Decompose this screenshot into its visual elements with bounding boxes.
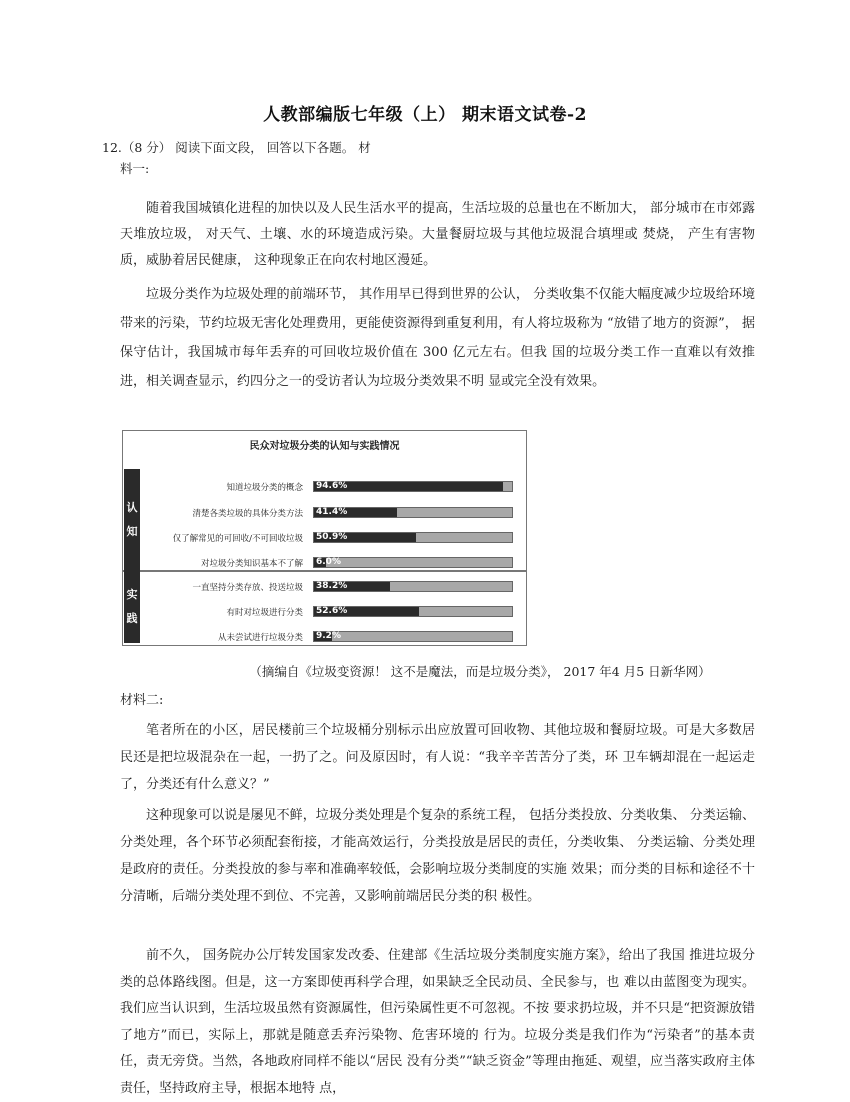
chart-bar-track — [313, 557, 513, 568]
chart-bar-track — [313, 481, 513, 492]
chart-bar-value-label: 9.2% — [316, 631, 341, 641]
chart-group-glyph: 践 — [126, 612, 138, 625]
chart-row-label: 对垃圾分类知识基本不了解 — [200, 559, 303, 569]
chart-row-label: 从未尝试进行垃圾分类 — [217, 633, 303, 643]
material2-paragraph-2: 这种现象可以说是屡见不鲜，垃圾分类处理是个复杂的系统工程， 包括分类投放、分类收集、 分类运输、分类处理，各个环节必须配套衔接，才能高效运行，分类投放是居民的责任，分类收集、 分类运输、分类处理是政府的责任。分类投放的参与率和准确率较低，会影响垃圾分类制度的实施 效果；而分类的目标和途径不十分清晰，后端分类处理不到位、不完善，又影响前端居民分类的积 极性。 — [120, 808, 755, 904]
material2-paragraph-3: 前不久， 国务院办公厅转发国家发改委、住建部《生活垃圾分类制度实施方案》，给出了我国 推进垃圾分类的总体路线图。但是，这一方案即使再科学合理，如果缺乏全民动员、全民参与，也 难以由蓝图变为现实。我们应当认识到，生活垃圾虽然有资源属性，但污染属性更不可忽视。不按 要求扔垃圾，并不只是“把资源放错了地方”而已，实际上，那就是随意丢弃污染物、危害环境的 行为。垃圾分类是我们作为“污染者”的基本责任，责无旁贷。当然，各地政府同样不能以“居民 没有分类”“缺乏资金”等理由拖延、观望，应当落实政府主体责任，坚持政府主导，根据本地特 点， — [120, 948, 755, 1096]
chart-group-glyph: 实 — [126, 588, 138, 601]
chart-bar-value-label: 6.0% — [316, 557, 341, 567]
chart-group-label — [124, 571, 140, 643]
chart-row-label: 知道垃圾分类的概念 — [226, 483, 303, 493]
chart-row-label: 仅了解常见的可回收/不可回收垃圾 — [172, 534, 303, 544]
chart-group-glyph: 知 — [126, 525, 138, 538]
material2-label: 材料二: — [120, 693, 164, 708]
chart-group-label — [124, 469, 140, 571]
chart-bar-track — [313, 507, 513, 518]
question-header-cont: 料一: — [120, 161, 150, 176]
survey-bar-chart — [122, 430, 527, 646]
chart-bar-track — [313, 532, 513, 543]
chart-bar-value-label: 38.2% — [316, 581, 348, 591]
material2-paragraph-1: 笔者所在的小区，居民楼前三个垃圾桶分别标示出应放置可回收物、其他垃圾和餐厨垃圾。可是大多数居民还是把垃圾混杂在一起，一扔了之。问及原因时，有人说：“我辛辛苦苦分了类，环 卫车辆却混在一起运走了，分类还有什么意义？” — [120, 723, 755, 792]
page-title: 人教部编版七年级（上） 期末语文试卷-2 — [263, 105, 587, 125]
question-header: 12.（8 分） 阅读下面文段， 回答以下各题。 材 — [102, 140, 371, 155]
chart-bar-track — [313, 581, 513, 592]
chart-group-glyph: 认 — [126, 501, 138, 514]
material1-paragraph-2: 垃圾分类作为垃圾处理的前端环节， 其作用早已得到世界的公认， 分类收集不仅能大幅度减少垃圾给环境带来的污染，节约垃圾无害化处理费用，更能使资源得到重复利用，有人将垃圾称为 “放错了地方的资源”， 据保守估计，我国城市每年丢弃的可回收垃圾价值在 300 亿元左右。但我 国的垃圾分类工作一直难以有效推进，相关调查显示，约四分之一的受访者认为垃圾分类效果不明 显或完全没有效果。 — [120, 287, 755, 389]
chart-row-label: 清楚各类垃圾的具体分类方法 — [192, 509, 303, 519]
chart-group-divider — [123, 570, 526, 572]
chart-bar-value-label: 41.4% — [316, 507, 348, 517]
chart-bar-value-label: 52.6% — [316, 606, 348, 616]
chart-title: 民众对垃圾分类的认知与实践情况 — [249, 441, 400, 452]
chart-row-label: 一直坚持分类存放、投送垃圾 — [192, 583, 303, 593]
material1-source: （摘编自《垃圾变资源！ 这不是魔法，而是垃圾分类》， 2017 年4 月5 日新华网） — [249, 664, 711, 679]
chart-bar-track — [313, 631, 513, 642]
chart-row-label: 有时对垃圾进行分类 — [226, 608, 303, 618]
material1-paragraph-1: 随着我国城镇化进程的加快以及人民生活水平的提高，生活垃圾的总量也在不断加大， 部分城市在市郊露天堆放垃圾， 对天气、土壤、水的环境造成污染。大量餐厨垃圾与其他垃圾混合填埋或 焚烧， 产生有害物质，威胁着居民健康， 这种现象正在向农村地区漫延。 — [120, 201, 755, 268]
chart-bar-track — [313, 606, 513, 617]
chart-bar-value-label: 50.9% — [316, 532, 348, 542]
chart-bar-value-label: 94.6% — [316, 481, 348, 491]
